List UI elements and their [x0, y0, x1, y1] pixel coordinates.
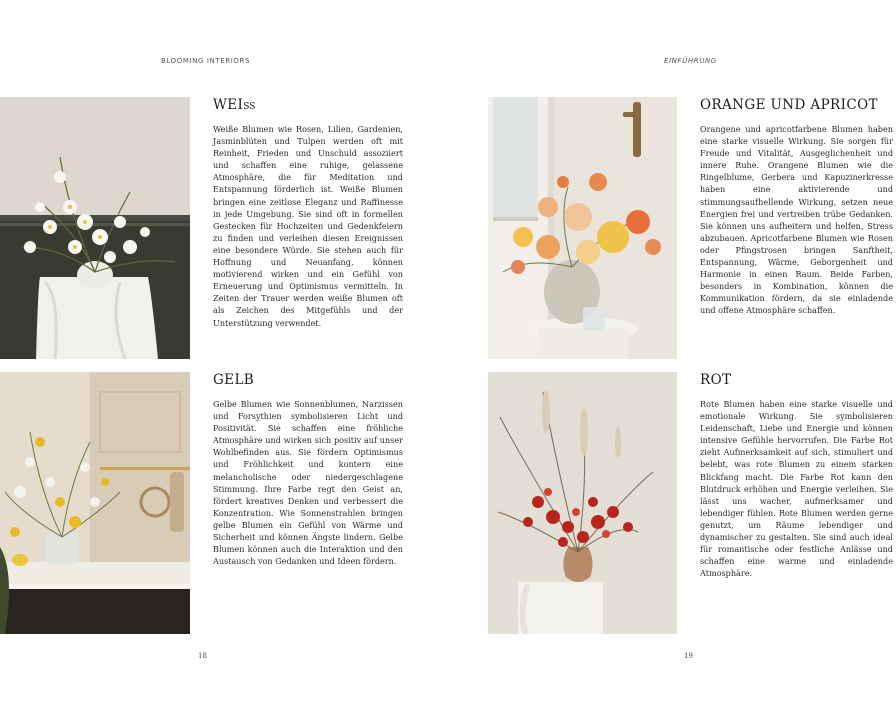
- section-body: Weiße Blumen wie Rosen, Lilien, Gardenien, Jasminblüten und Tulpen werden oft mit Reinheit, Frieden und Unschuld assoziiert und schaffen eine ruhige, gelassene Atmosphäre, die für Meditation und Entspannung förderlich ist. Weiße Blumen bringen eine zeitlose Eleganz und Raffinesse in jede Umgebung. Sie sind oft in formellen Gestecken für Hochzeiten und Gedenkfeiern zu finden und verleihen diesen Ereignissen eine besondere Würde. Sie stehen auch für Hoffnung und Neuanfang, können motivierend wirken und ein Gefühl von Erneuerung und Optimismus vermitteln. In Zeiten der Trauer werden weiße Blumen oft als Zeichen des Mitgefühls und der Unterstützung verwendet.: [213, 124, 403, 328]
- running-head-left: BLOOMING INTERIORS: [161, 57, 251, 65]
- section-heading: WEIß: [213, 97, 256, 113]
- page-number-right: 19: [684, 652, 693, 660]
- section-weiss: [213, 97, 403, 329]
- section-heading: ORANGE UND APRICOT: [700, 97, 878, 113]
- section-gelb: [213, 372, 403, 567]
- section-body: Gelbe Blumen wie Sonnenblumen, Narzissen und Forsythien symbolisieren Licht und Positivität. Sie schaffen eine fröhliche Atmosphäre und wirken sich positiv auf unser Wohlbefinden aus. Sie fördern Optimismus und Fröhlichkeit und kontern eine melancholische oder niedergeschlagene Stimmung. Ihre Farbe regt den Geist an, fördert kreatives Denken und verbessert die Konzentration. Wie Sonnenstrahlen bringen gelbe Blumen ein Gefühl von Wärme und Sicherheit und können Ängste lindern. Gelbe Blumen können auch die Interaktion und den Austausch von Gedanken und Ideen fördern.: [213, 399, 403, 567]
- photo-orange-flowers: [488, 97, 677, 359]
- photo-white-flowers: [0, 97, 190, 359]
- photo-red-flowers: [488, 372, 677, 634]
- section-rot: [700, 372, 893, 579]
- section-heading: ROT: [700, 372, 732, 388]
- photo-yellow-flowers: [0, 372, 190, 634]
- section-orange-und-apricot: [700, 97, 893, 317]
- section-body: Orangene und apricotfarbene Blumen haben eine starke visuelle Wirkung. Sie sorgen für Freude und Vitalität, Ausgeglichenheit und innere Ruhe. Orangene Blumen wie die Ringelblume, Gerbera und Kapuzinerkresse haben eine aktivierende und stimmungsaufhellende Wirkung, setzen neue Energien frei und vertreiben trübe Gedanken. Sie können uns aufheitern und helfen, Stress abzubauen. Apricotfarbene Blumen wie Rosen oder Pfingstrosen bringen Sanftheit, Entspannung, Wärme, Geborgenheit und Harmonie in einen Raum. Beide Farben, besonders in Kombination, können die Kommunikation fördern, da sie einladende und offene Atmosphäre schaffen.: [700, 124, 893, 316]
- running-head-right: EINFÜHRUNG: [664, 57, 717, 65]
- right-page: [448, 0, 896, 716]
- page-number-left: 18: [198, 652, 207, 660]
- section-heading: GELB: [213, 372, 255, 388]
- section-body: Rote Blumen haben eine starke visuelle und emotionale Wirkung. Sie symbolisieren Leidenschaft, Liebe und Energie und können intensive Gefühle hervorrufen. Die Farbe Rot zieht Aufmerksamkeit auf sich, stimuliert und belebt, was rote Blumen zu einem starken Blickfang macht. Die Farbe Rot kann den Blutdruck erhöhen und Energie verleihen. Sie lässt uns wacher, aufmerksamer und lebendiger fühlen. Rote Blumen werden gerne genutzt, um Räume lebendiger und dynamischer zu gestalten. Sie sind auch ideal für romantische oder festliche Anlässe und schaffen eine warme und einladende Atmosphäre.: [700, 399, 893, 579]
